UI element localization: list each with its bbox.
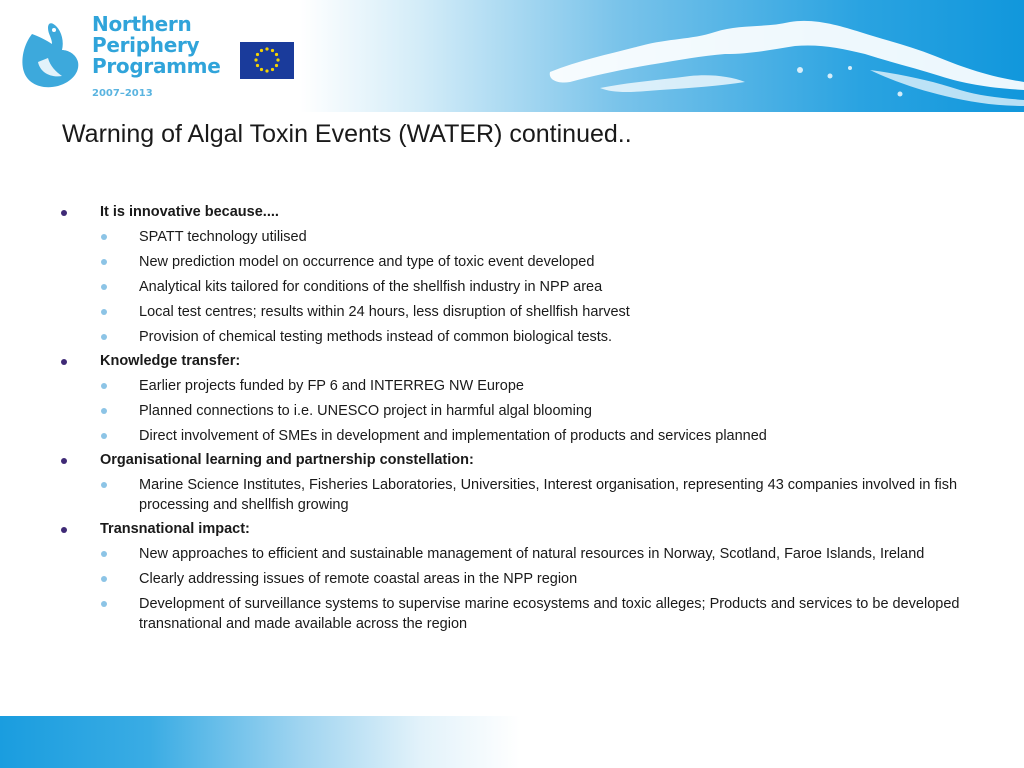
coastline-map-icon: [540, 10, 1024, 110]
list-item: Local test centres; results within 24 hours, less disruption of shellfish harvest: [60, 302, 960, 322]
npp-logo: [18, 12, 221, 104]
section-heading-innovative: It is innovative because....: [60, 203, 960, 222]
logo-wordmark: [92, 14, 220, 77]
section-heading-organisational: Organisational learning and partnership constellation:: [60, 451, 960, 470]
list-item: Development of surveillance systems to supervise marine ecosystems and toxic alleges; Products and services to be developed transnational and made available across the region: [60, 594, 960, 634]
list-item: Direct involvement of SMEs in development and implementation of products and services planned: [60, 426, 960, 446]
logo-line-1: Northern: [92, 12, 192, 36]
slide-title: Warning of Algal Toxin Events (WATER) continued..: [62, 120, 632, 148]
list-item: Earlier projects funded by FP 6 and INTERREG NW Europe: [60, 376, 960, 396]
list-item: SPATT technology utilised: [60, 227, 960, 247]
logo-line-3: Programme: [92, 54, 221, 78]
list-item: Clearly addressing issues of remote coastal areas in the NPP region: [60, 569, 960, 589]
eu-flag-icon: [240, 42, 294, 79]
section-heading-transnational: Transnational impact:: [60, 520, 960, 539]
header-banner: [0, 0, 1024, 112]
dove-logo-icon: [18, 14, 90, 94]
list-item: New approaches to efficient and sustainable management of natural resources in Norway, Scotland, Faroe Islands, Ireland: [60, 544, 960, 564]
footer-banner: [0, 716, 1024, 768]
section-heading-knowledge: Knowledge transfer:: [60, 352, 960, 371]
list-item: Marine Science Institutes, Fisheries Laboratories, Universities, Interest organisation, representing 43 companies involved in fish processing and shellfish growing: [60, 475, 960, 515]
logo-years: 2007–2013: [92, 88, 153, 99]
list-item: New prediction model on occurrence and type of toxic event developed: [60, 252, 960, 272]
bullet-list: [60, 198, 960, 634]
logo-line-2: Periphery: [92, 33, 200, 57]
list-item: Planned connections to i.e. UNESCO project in harmful algal blooming: [60, 401, 960, 421]
list-item: Provision of chemical testing methods instead of common biological tests.: [60, 327, 960, 347]
list-item: Analytical kits tailored for conditions of the shellfish industry in NPP area: [60, 277, 960, 297]
